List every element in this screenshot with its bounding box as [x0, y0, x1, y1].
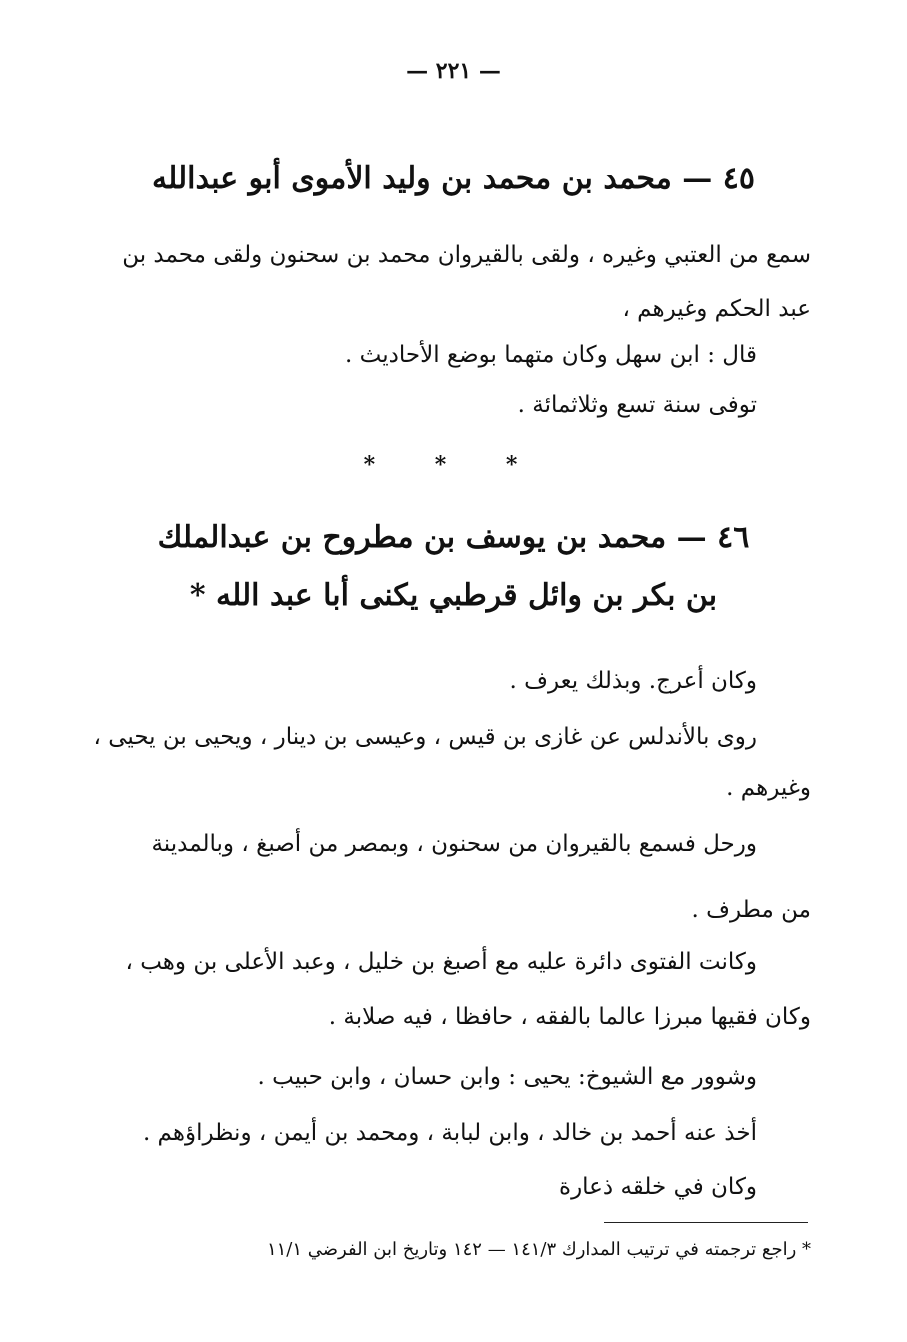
entry-46-line-7: وكان فقيها مبرزا عالما بالفقه ، حافظا ، فيه صلابة .	[328, 1004, 811, 1030]
page-number: — ٢٢١ —	[406, 58, 501, 84]
entry-46-line-8: وشوور مع الشيوخ: يحيى : وابن حسان ، وابن حبيب .	[257, 1064, 757, 1090]
entry-46-line-6: وكانت الفتوى دائرة عليه مع أصبغ بن خليل ، وعبد الأعلى بن وهب ،	[125, 949, 757, 975]
section-separator: * * *	[363, 452, 544, 478]
entry-46-line-10: وكان في خلقه ذعارة	[559, 1174, 757, 1200]
entry-46-line-4: ورحل فسمع بالقيروان من سحنون ، وبمصر من أصبغ ، وبالمدينة	[151, 831, 757, 857]
entry-46-title-line-1: ٤٦ — محمد بن يوسف بن مطروح بن عبدالملك	[157, 520, 750, 555]
entry-45-line-3: قال : ابن سهل وكان متهما بوضع الأحاديث .	[345, 342, 757, 368]
entry-46-line-2: روى بالأندلس عن غازى بن قيس ، وعيسى بن دينار ، ويحيى بن يحيى ،	[93, 724, 757, 750]
entry-45-line-1: سمع من العتبي وغيره ، ولقى بالقيروان محمد بن سحنون ولقى محمد بن	[122, 242, 811, 268]
footnote-rule	[604, 1222, 808, 1223]
entry-45-line-2: عبد الحكم وغيرهم ،	[622, 296, 811, 322]
footnote: * راجع ترجمته في ترتيب المدارك ١٤١/٣ — ١٤٢ وتاريخ ابن الفرضي ١١/١	[266, 1239, 811, 1260]
entry-46-line-9: أخذ عنه أحمد بن خالد ، وابن لبابة ، ومحمد بن أيمن ، ونظراؤهم .	[142, 1120, 757, 1146]
entry-46-line-5: من مطرف .	[691, 897, 811, 923]
entry-45-title: ٤٥ — محمد بن محمد بن وليد الأموى أبو عبدالله	[152, 161, 755, 196]
entry-46-line-3: وغيرهم .	[726, 775, 811, 801]
entry-45-line-4: توفى سنة تسع وثلاثمائة .	[517, 392, 757, 418]
entry-46-title-line-2: بن بكر بن وائل قرطبي يكنى أبا عبد الله *	[189, 578, 718, 613]
entry-46-line-1: وكان أعرج. وبذلك يعرف .	[509, 668, 757, 694]
